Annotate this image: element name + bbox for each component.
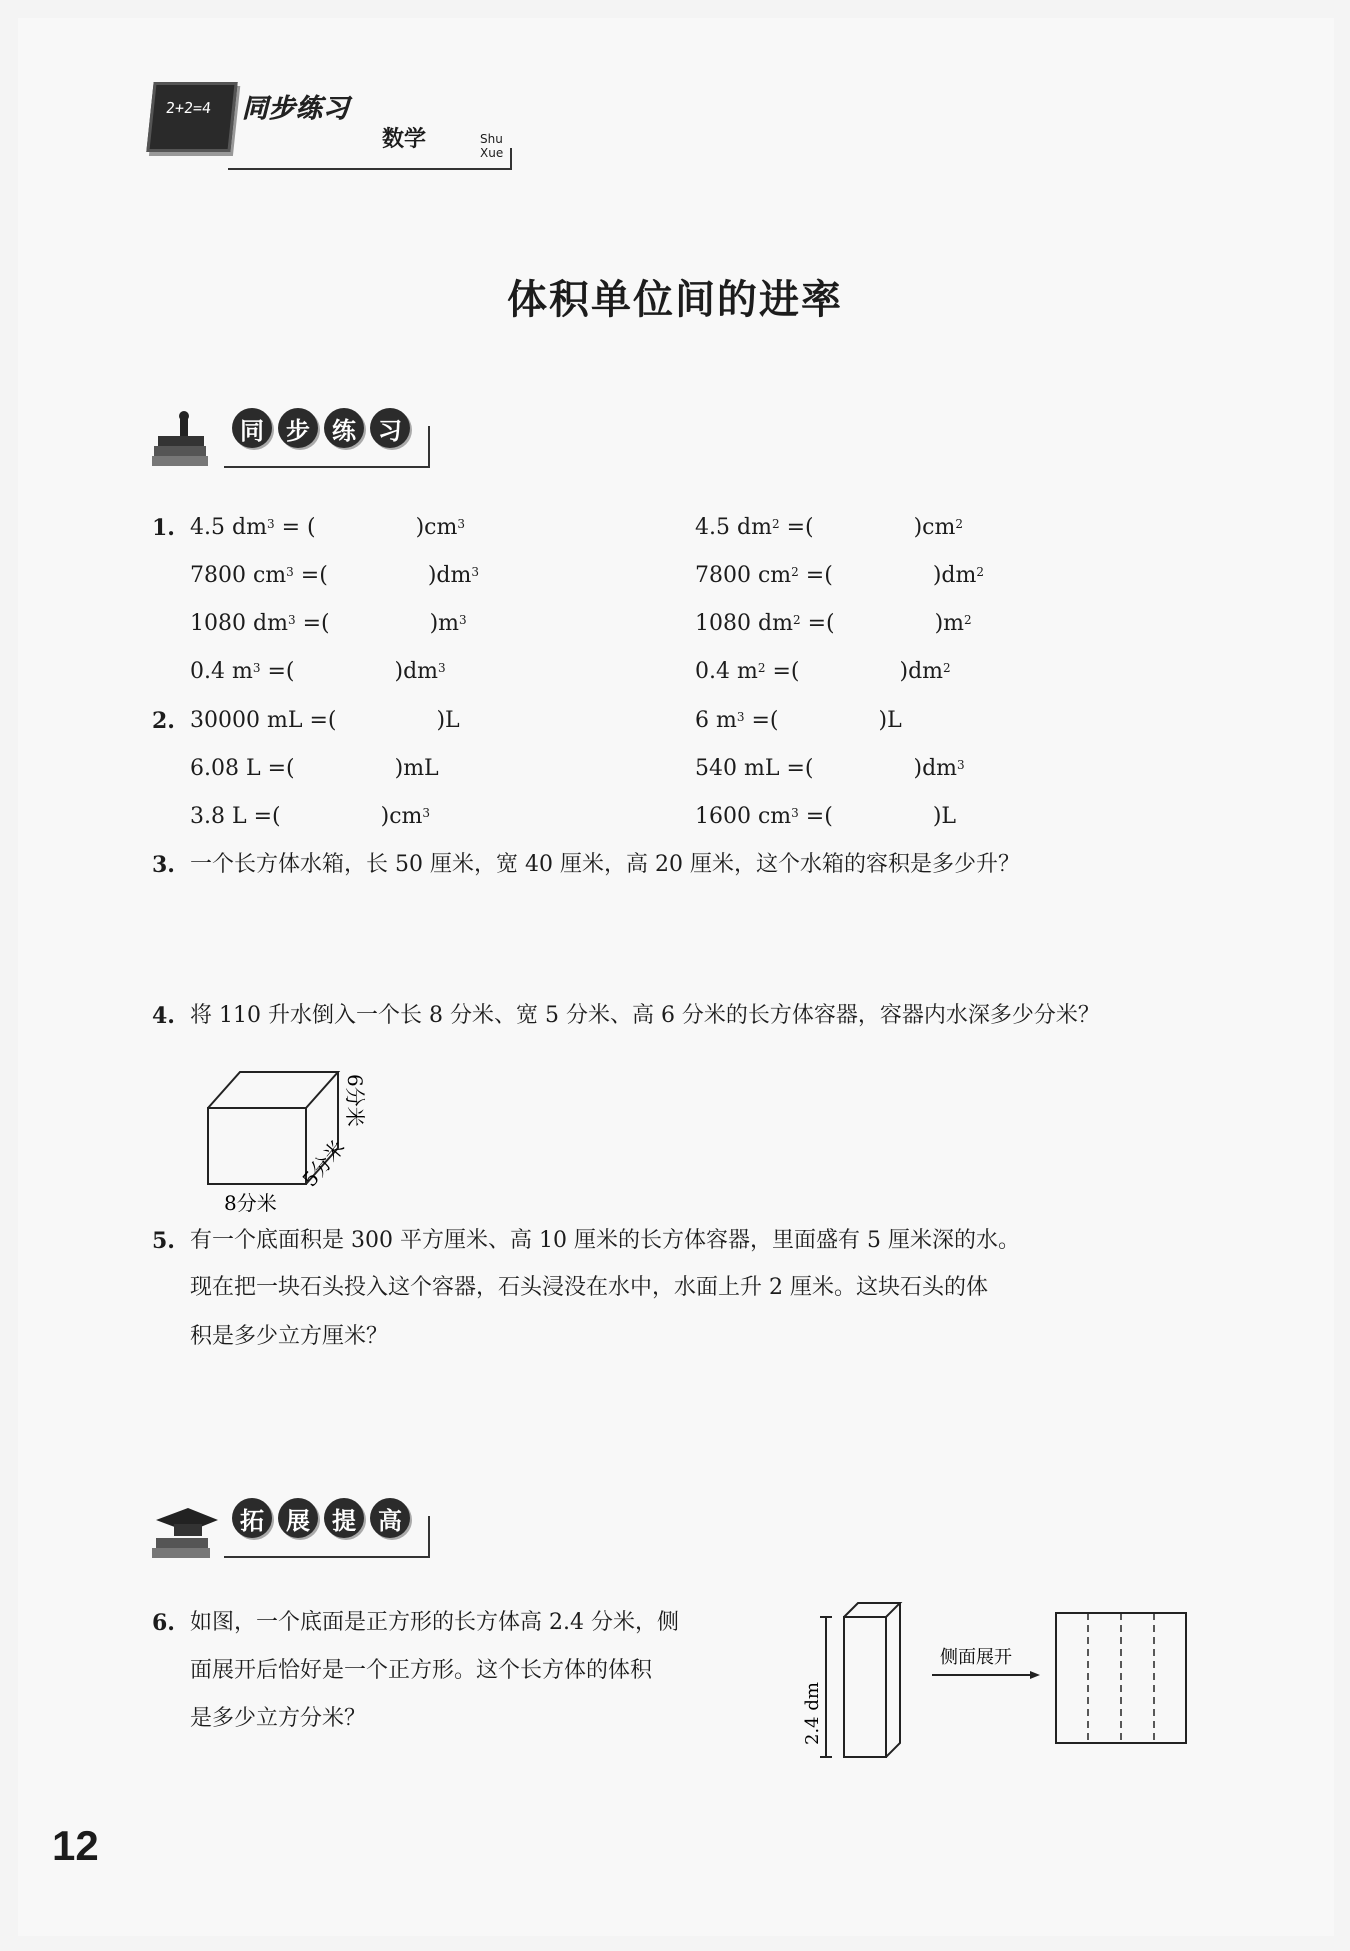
question-number: 4.: [152, 1003, 175, 1029]
conversion-row: [695, 706, 902, 736]
conversion-row: [695, 561, 984, 591]
conversion-unit: )mL: [394, 756, 439, 781]
question-line: 有一个底面积是 300 平方厘米、高 10 厘米的长方体容器，里面盛有 5 厘米深的水。: [190, 1228, 1020, 1253]
conversion-eq: =(: [765, 659, 800, 684]
conversion-left: 1080 dm: [190, 611, 288, 636]
conversion-unit: )dm: [427, 563, 472, 588]
conversion-left: 6 m: [695, 708, 737, 733]
conversion-left: 0.4 m: [190, 659, 253, 684]
unit-exponent: 3: [791, 806, 799, 820]
grad-cap-books-icon: [150, 1502, 220, 1562]
unit-exponent: 2: [943, 661, 951, 675]
unit-exponent: 2: [771, 517, 780, 531]
unit-exponent: 3: [457, 517, 465, 531]
unit-exponent: 3: [286, 565, 294, 579]
conversion-eq: =(: [246, 804, 281, 829]
series-title: 同步练习: [242, 94, 351, 124]
conversion-unit: )m: [429, 611, 460, 636]
header-rule: [228, 148, 512, 170]
section-banner-extend: [150, 1490, 430, 1566]
page-title: 体积单位间的进率: [507, 276, 843, 323]
unit-exponent: 2: [955, 517, 963, 531]
blackboard-icon: [146, 82, 237, 152]
board-text: 2+2=4: [165, 99, 213, 117]
question-line: 积是多少立方厘米？: [190, 1324, 389, 1349]
conversion-row: [695, 609, 972, 639]
banner-char: 提: [324, 1498, 364, 1538]
conversion-unit: )L: [932, 804, 957, 829]
height-label: 2.4 dm: [802, 1682, 823, 1745]
conversion-row: [695, 657, 951, 687]
conversion-unit: )cm: [380, 804, 423, 829]
question-number: 5.: [152, 1228, 175, 1254]
conversion-left: 0.4 m: [695, 659, 758, 684]
conversion-unit: )dm: [932, 563, 977, 588]
question-number: 2.: [152, 708, 175, 734]
question-line: 是多少立方分米？: [190, 1706, 367, 1731]
conversion-unit: )m: [934, 611, 965, 636]
conversion-left: 3.8 L: [190, 804, 247, 829]
subject-label: 数学: [382, 127, 427, 152]
conversion-left: 7800 cm: [190, 563, 287, 588]
unit-exponent: 2: [976, 565, 984, 579]
conversion-eq: = (: [274, 515, 316, 540]
conversion-unit: )L: [878, 708, 902, 733]
question-line: 如图，一个底面是正方形的长方体高 2.4 分米，侧: [190, 1610, 679, 1635]
conversion-eq: =(: [295, 611, 330, 636]
unit-exponent: 3: [266, 517, 275, 531]
conversion-eq: =(: [302, 708, 337, 733]
unit-exponent: 3: [471, 565, 479, 579]
conversion-unit: )L: [436, 708, 460, 733]
conversion-eq: =(: [744, 708, 779, 733]
conversion-left: 4.5 dm: [695, 515, 772, 540]
conversion-eq: =(: [260, 756, 295, 781]
page-number: 12: [52, 1822, 99, 1869]
conversion-unit: )dm: [913, 756, 958, 781]
conversion-row: [190, 609, 467, 639]
conversion-left: 30000 mL: [190, 708, 303, 733]
height-label: 6分米: [343, 1074, 367, 1127]
conversion-unit: )dm: [394, 659, 439, 684]
question-number: 1.: [152, 515, 175, 541]
conversion-eq: =(: [798, 804, 833, 829]
unit-exponent: 2: [792, 613, 801, 627]
conversion-row: [695, 802, 956, 832]
conversion-unit: )dm: [899, 659, 944, 684]
banner-char: 练: [324, 408, 364, 448]
conversion-row: [190, 561, 479, 591]
conversion-row: [190, 706, 460, 736]
question-line: 面展开后恰好是一个正方形。这个长方体的体积: [190, 1658, 653, 1683]
question-number: 3.: [152, 852, 175, 878]
width-label: 5分米: [297, 1135, 350, 1192]
unfold-figure: [802, 1595, 1200, 1770]
banner-char: 同: [232, 408, 272, 448]
banner-char: 步: [278, 408, 318, 448]
conversion-left: 1080 dm: [695, 611, 793, 636]
conversion-eq: =(: [779, 515, 814, 540]
cuboid-figure: [200, 1060, 400, 1220]
conversion-row: [190, 657, 446, 687]
unit-exponent: 2: [791, 565, 799, 579]
conversion-eq: =(: [293, 563, 328, 588]
unit-exponent: 2: [964, 613, 972, 627]
unfold-arrow-label: 侧面展开: [940, 1647, 1012, 1668]
unit-exponent: 2: [757, 661, 766, 675]
conversion-left: 7800 cm: [695, 563, 792, 588]
banner-char: 习: [370, 408, 410, 448]
conversion-left: 540 mL: [695, 756, 780, 781]
question-text: 一个长方体水箱，长 50 厘米，宽 40 厘米，高 20 厘米，这个水箱的容积是多少升？: [190, 852, 1020, 877]
conversion-eq: =(: [800, 611, 835, 636]
conversion-row: [190, 513, 465, 543]
conversion-unit: )cm: [913, 515, 956, 540]
conversion-row: [190, 802, 430, 832]
question-text: 将 110 升水倒入一个长 8 分米、宽 5 分米、高 6 分米的长方体容器，容器内水深多少分米？: [190, 1003, 1100, 1028]
conversion-row: [695, 754, 965, 784]
banner-char: 高: [370, 1498, 410, 1538]
conversion-left: 4.5 dm: [190, 515, 267, 540]
conversion-eq: =(: [779, 756, 814, 781]
question-number: 6.: [152, 1610, 175, 1636]
section-banner-practice: [150, 400, 430, 476]
unit-exponent: 3: [287, 613, 296, 627]
conversion-row: [695, 513, 963, 543]
subject-pinyin: Shu Xue: [480, 132, 504, 160]
unit-exponent: 3: [736, 710, 745, 724]
conversion-left: 6.08 L: [190, 756, 261, 781]
unit-exponent: 3: [252, 661, 261, 675]
banner-char: 展: [278, 1498, 318, 1538]
unit-exponent: 3: [459, 613, 467, 627]
length-label: 8分米: [224, 1191, 277, 1215]
conversion-row: [190, 754, 439, 784]
question-line: 现在把一块石头投入这个容器，石头浸没在水中，水面上升 2 厘米。这块石头的体: [190, 1275, 988, 1300]
unit-exponent: 3: [422, 806, 431, 820]
unit-exponent: 3: [438, 661, 446, 675]
conversion-eq: =(: [798, 563, 833, 588]
banner-char: 拓: [232, 1498, 272, 1538]
conversion-unit: )cm: [415, 515, 458, 540]
books-lamp-icon: [150, 412, 220, 472]
series-header: [150, 72, 510, 162]
conversion-eq: =(: [260, 659, 295, 684]
unit-exponent: 3: [957, 758, 965, 772]
conversion-left: 1600 cm: [695, 804, 792, 829]
